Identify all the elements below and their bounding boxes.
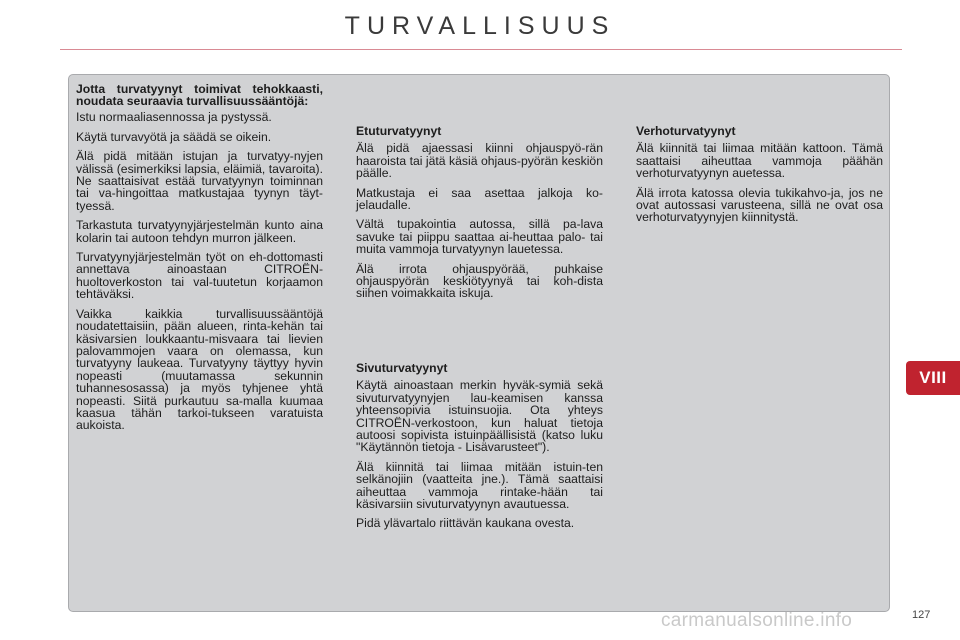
section-heading: Etuturvatyynyt — [356, 124, 442, 138]
side-airbags-section — [356, 362, 603, 537]
page-title: TURVALLISUUS — [344, 12, 616, 40]
paragraph: Käytä turvavyötä ja säädä se oikein. — [76, 129, 272, 144]
paragraph: Vältä tupakointia autossa, sillä pa-lava savuke tai piippu saattaa ai-heuttaa palo- tai muita vammoja turvatyynyn lauetessa. — [356, 217, 603, 257]
paragraph: Älä kiinnitä tai liimaa mitään kattoon. Tämä saattaisi aiheuttaa vammoja päähän verhoturvatyynyn auetessa. — [636, 141, 883, 181]
paragraph: Pidä ylävartalo riittävän kaukana ovesta. — [356, 516, 575, 531]
title-divider — [60, 49, 902, 50]
section-heading: Sivuturvatyynyt — [356, 361, 448, 375]
intro-text: Jotta turvatyynyt toimivat tehokkaasti, noudata seuraavia turvallisuussääntöjä: — [76, 82, 323, 109]
curtain-airbags-section — [636, 125, 883, 231]
paragraph: Älä irrota katossa olevia tukikahvo-ja, jos ne ovat autossasi varusteena, sillä ne ovat osa verhoturvatyynyjen kiinnitystä. — [636, 185, 883, 225]
chapter-tab: VIII — [906, 361, 960, 395]
section-heading: Verhoturvatyynyt — [636, 124, 736, 138]
paragraph: Älä pidä mitään istujan ja turvatyy-nyjen välissä (esimerkiksi lapsia, eläimiä, tavaroita). Ne saattaisivat estää turvatyynyn toiminnan tai va-hingoittaa matkustajaa tyynyn täyt-tyessä. — [76, 149, 323, 213]
page-number: 127 — [912, 609, 931, 621]
paragraph: Älä irrota ohjauspyörää, puhkaise ohjauspyörän keskiötyynyä tai koh-dista siihen voimakkaita iskuja. — [356, 261, 603, 301]
paragraph: Turvatyynyjärjestelmän työt on eh-dottomasti annettava ainoastaan CITROËN-huoltoverkoston tai val-tuutetun korjaamon tehtäväksi. — [76, 250, 323, 302]
paragraph: Älä kiinnitä tai liimaa mitään istuin-ten selkänojiin (vaatteita jne.). Tämä saattaisi aiheuttaa vammoja rintake-hään tai käsivarsiin sivuturvatyynyn avautuessa. — [356, 459, 603, 512]
paragraph: Älä pidä ajaessasi kiinni ohjauspyö-rän haaroista tai jätä käsiä ohjaus-pyörän keskiön päälle. — [356, 141, 603, 181]
paragraph: Vaikka kaikkia turvallisuussääntöjä noudatettaisiin, pään alueen, rinta-kehän tai käsivarsien loukkaantu-misvaara tai lievien palovammojen vaara on olemassa, kun turvatyyny laukeaa. Turvatyyny täyttyy hyvin nopeasti (muutamassa sekunnin tuhannesosassa) ja myös tyhjenee yhtä nopeasti. Siitä purkautuu sa-malla kuumaa kaasua tähän tarkoi-tukseen varatuista aukoista. — [76, 306, 323, 433]
front-airbags-section — [356, 125, 603, 307]
watermark: carmanualsonline.info — [661, 610, 853, 631]
general-rules-column — [76, 83, 323, 439]
paragraph: Matkustaja ei saa asettaa jalkoja ko-jelaudalle. — [356, 185, 603, 213]
paragraph: Käytä ainoastaan merkin hyväk-symiä sekä sivuturvatyynyjen lau-keamisen kanssa yhteensopivia istuinsuojia. Ota yhteys CITROËN-verkostoon, kun haluat tietoja autoosi sopivista istuinpäällisistä (katso luku "Käytännön tietoja - Lisävarusteet"). — [356, 378, 603, 455]
paragraph: Istu normaaliasennossa ja pystyssä. — [76, 110, 272, 125]
paragraph: Tarkastuta turvatyynyjärjestelmän kunto aina kolarin tai autoon tehdyn murron jälkeen. — [76, 218, 323, 245]
